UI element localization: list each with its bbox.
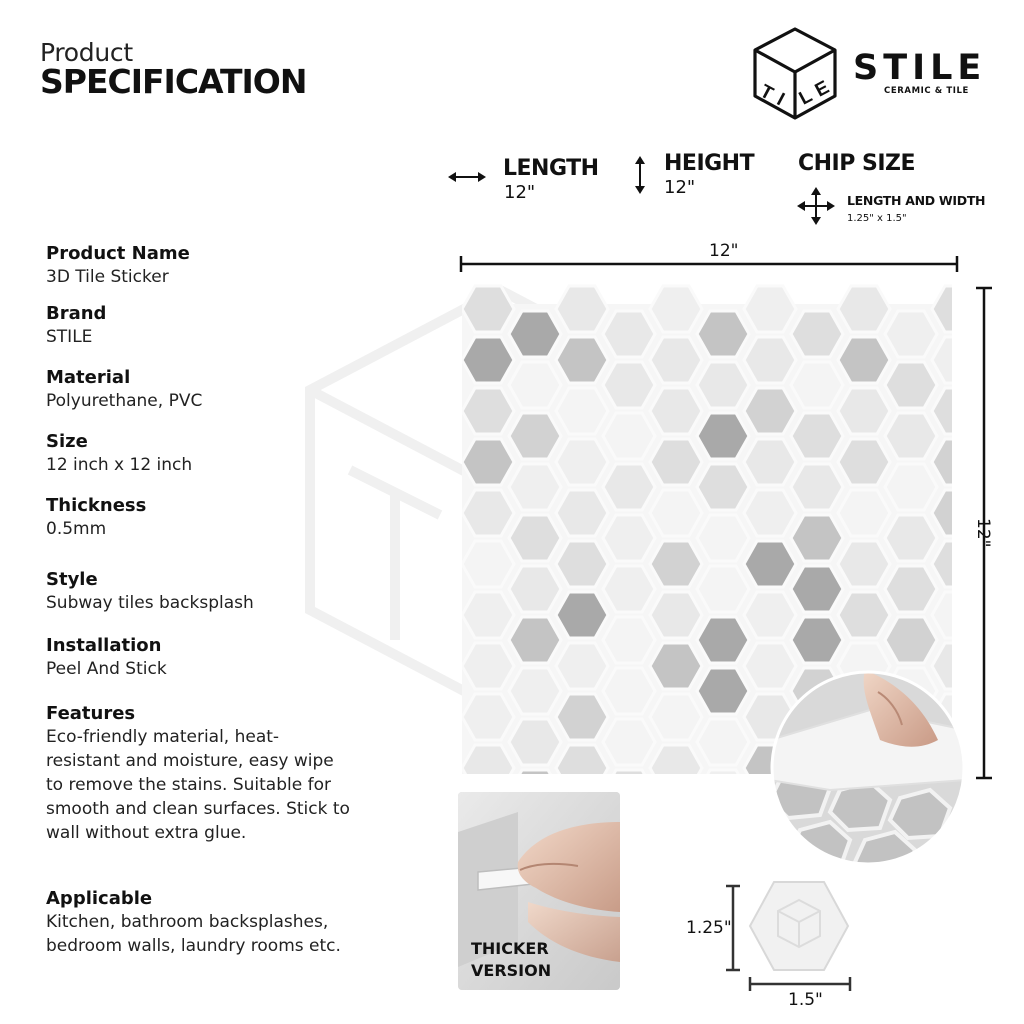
hex-tile	[603, 413, 655, 459]
hex-tile	[462, 490, 514, 536]
spec-brand	[46, 303, 376, 349]
height-value: 12"	[664, 177, 696, 198]
hex-tile	[744, 592, 796, 638]
hex-tile	[650, 694, 702, 740]
hex-tile	[697, 770, 749, 816]
hex-tile	[603, 464, 655, 510]
spec-style	[46, 569, 376, 615]
sheet-width-label: 12"	[709, 241, 739, 261]
spec-thickness	[46, 495, 376, 541]
hex-tile	[697, 617, 749, 663]
hex-tile	[603, 719, 655, 765]
hex-tile	[462, 388, 514, 434]
chip-width-label: 1.5"	[788, 990, 823, 1010]
hex-tile	[650, 592, 702, 638]
height-label: HEIGHT	[664, 151, 755, 176]
logo-letter-t: T	[756, 80, 777, 105]
spec-value: Polyurethane, PVC	[46, 391, 203, 411]
hex-tile	[744, 541, 796, 587]
spec-label: Size	[46, 431, 88, 452]
spec-label: Material	[46, 367, 131, 388]
hex-tile	[509, 464, 561, 510]
spec-label: Product Name	[46, 243, 190, 264]
hex-tile	[509, 668, 561, 714]
thicker-label-line1: THICKER	[471, 939, 549, 958]
hex-tile	[697, 566, 749, 612]
hex-tile	[462, 592, 514, 638]
hex-tile	[838, 439, 890, 485]
hex-tile	[791, 362, 843, 408]
thicker-label-line2: VERSION	[471, 961, 552, 980]
hex-tile	[791, 515, 843, 561]
hex-tile	[697, 515, 749, 561]
hex-tile	[697, 719, 749, 765]
hex-tile	[462, 439, 514, 485]
hex-tile	[885, 515, 937, 561]
spec-value: 3D Tile Sticker	[46, 267, 169, 287]
hex-tile	[650, 286, 702, 332]
hex-tile	[462, 643, 514, 689]
hex-tile	[603, 311, 655, 357]
hex-tile	[556, 643, 608, 689]
hex-tile	[556, 490, 608, 536]
hex-tile	[556, 541, 608, 587]
spec-features	[46, 703, 351, 845]
spec-product-name	[46, 243, 376, 289]
hex-tile	[791, 311, 843, 357]
vertical-arrow-icon	[633, 156, 647, 194]
logo-letter-e: E	[811, 77, 833, 102]
hex-tile	[462, 694, 514, 740]
spec-value: Subway tiles backsplash	[46, 593, 254, 613]
single-chip-image	[748, 880, 850, 972]
spec-label: Applicable	[46, 888, 153, 909]
chip-size-label: CHIP SIZE	[798, 151, 916, 176]
hex-tile	[509, 719, 561, 765]
hex-tile	[885, 566, 937, 612]
hex-tile	[791, 464, 843, 510]
hex-tile	[885, 617, 937, 663]
spec-applicable	[46, 888, 391, 958]
hex-tile	[744, 286, 796, 332]
sheet-height-label: 12"	[973, 518, 993, 548]
hex-tile	[650, 388, 702, 434]
hex-tile	[509, 362, 561, 408]
spec-label: Brand	[46, 303, 107, 324]
length-value: 12"	[504, 182, 536, 203]
spec-label: Thickness	[46, 495, 147, 516]
hex-tile	[744, 490, 796, 536]
hex-tile	[650, 337, 702, 383]
thicker-version-label	[471, 938, 591, 982]
spec-value: Kitchen, bathroom backsplashes, bedroom walls, laundry rooms etc.	[46, 912, 341, 956]
hex-tile	[744, 388, 796, 434]
hex-tile	[838, 388, 890, 434]
hex-tile	[838, 490, 890, 536]
hex-tile	[697, 464, 749, 510]
hex-tile	[556, 286, 608, 332]
hex-tile	[650, 541, 702, 587]
hex-tile	[650, 745, 702, 791]
hex-tile	[885, 362, 937, 408]
spec-material	[46, 367, 376, 413]
hex-tile	[838, 337, 890, 383]
hex-tile	[744, 439, 796, 485]
stile-logo-icon	[752, 26, 838, 122]
hex-tile	[791, 566, 843, 612]
hex-tile	[462, 745, 514, 791]
page-title: SPECIFICATION	[40, 62, 307, 101]
spec-value: Peel And Stick	[46, 659, 167, 679]
hex-tile	[556, 592, 608, 638]
hex-tile	[791, 617, 843, 663]
chip-sub-value: 1.25" x 1.5"	[847, 213, 907, 224]
hex-tile	[462, 337, 514, 383]
hex-tile	[556, 694, 608, 740]
spec-value: 12 inch x 12 inch	[46, 455, 193, 475]
hex-tile	[885, 464, 937, 510]
spec-label: Installation	[46, 635, 162, 656]
hex-tile	[509, 515, 561, 561]
hex-tile	[791, 413, 843, 459]
hex-tile	[556, 337, 608, 383]
hex-tile	[509, 566, 561, 612]
hex-tile	[650, 490, 702, 536]
hex-tile	[885, 311, 937, 357]
hex-tile	[462, 541, 514, 587]
hex-tile	[556, 439, 608, 485]
spec-value: Eco-friendly material, heat-resistant and moisture, easy wipe to remove the stains. Suitable for smooth and clean surfaces. Stick to wall without extra glue.	[46, 727, 350, 843]
page-subtitle: Product	[40, 38, 133, 67]
hex-tile	[556, 388, 608, 434]
hex-tile	[697, 311, 749, 357]
spec-size	[46, 431, 376, 477]
horizontal-arrow-icon	[448, 170, 486, 184]
hex-tile	[603, 362, 655, 408]
hex-tile	[556, 745, 608, 791]
hex-tile	[603, 668, 655, 714]
logo-letter-l: L	[795, 85, 816, 110]
hex-tile	[697, 362, 749, 408]
hex-tile	[603, 515, 655, 561]
hex-tile	[509, 413, 561, 459]
logo-letter-i: I	[773, 89, 788, 111]
spec-label: Style	[46, 569, 98, 590]
peel-detail-image	[770, 670, 966, 866]
hex-tile	[509, 311, 561, 357]
spec-value: 0.5mm	[46, 519, 107, 539]
length-label: LENGTH	[503, 156, 599, 181]
spec-label: Features	[46, 703, 136, 724]
hex-tile	[697, 413, 749, 459]
hex-tile	[650, 439, 702, 485]
hex-tile	[838, 286, 890, 332]
hex-tile	[838, 592, 890, 638]
hex-tile	[603, 566, 655, 612]
chip-sub-label: LENGTH AND WIDTH	[847, 193, 986, 208]
hex-tile	[509, 617, 561, 663]
hex-tile	[603, 617, 655, 663]
hex-tile	[462, 286, 514, 332]
hex-tile	[885, 413, 937, 459]
spec-value: STILE	[46, 327, 93, 347]
hex-tile	[650, 643, 702, 689]
brand-name: STILE	[853, 48, 987, 88]
brand-tagline: CERAMIC & TILE	[884, 86, 969, 96]
spec-installation	[46, 635, 376, 681]
hex-tile	[744, 337, 796, 383]
hex-tile	[838, 541, 890, 587]
hex-tile	[697, 668, 749, 714]
chip-height-label: 1.25"	[686, 918, 732, 938]
four-way-arrow-icon	[797, 187, 835, 225]
